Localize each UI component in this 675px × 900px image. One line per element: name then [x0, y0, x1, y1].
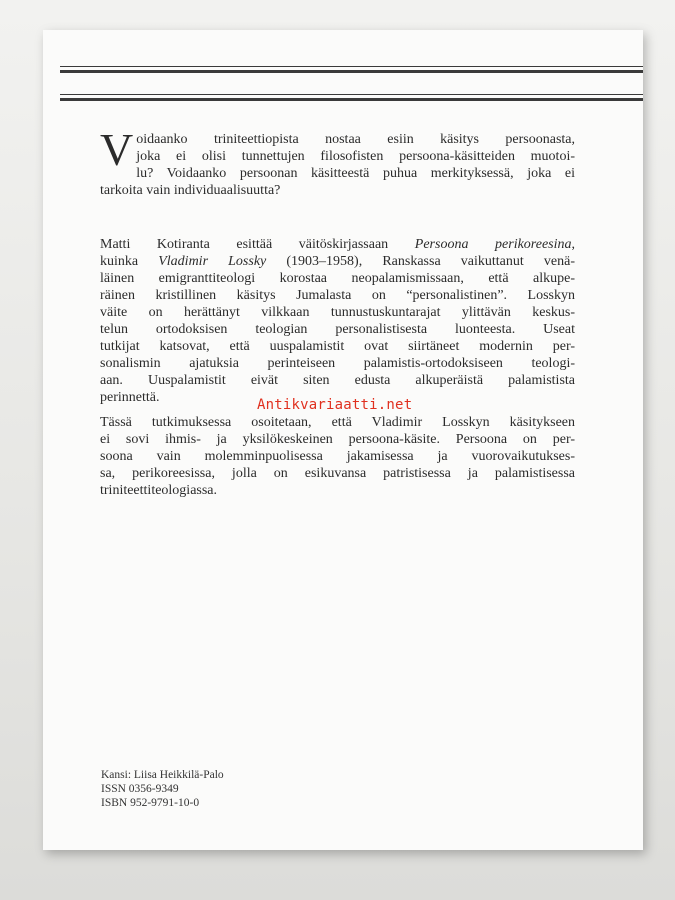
publication-credits: [101, 768, 224, 810]
top-rule-thick-1: [60, 70, 643, 73]
top-rule-thick-2: [60, 98, 643, 101]
drop-cap: V: [100, 124, 134, 175]
text-line: telun ortodoksisen teologian personalistisesta luonteesta. Useat: [100, 322, 575, 337]
text-line: lu? Voidaanko persoonan käsitteestä puhua merkityksessä, joka ei: [136, 166, 575, 181]
cover-credit: Kansi: Liisa Heikkilä-Palo: [101, 769, 224, 781]
text-line: oidaanko triniteettiopista nostaa esiin käsitys persoonasta,: [136, 132, 575, 147]
text-line: Tässä tutkimuksessa osoitetaan, että Vladimir Losskyn käsitykseen: [100, 415, 575, 430]
text-line: triniteettiteologiassa.: [100, 483, 218, 498]
text-line: aan. Uuspalamistit eivät siten edusta alkuperäistä palamistista: [100, 373, 575, 388]
summary-paragraph: [100, 236, 575, 406]
watermark-text: Antikvariaatti.net: [257, 397, 413, 413]
intro-paragraph: [100, 124, 575, 199]
text-line: tutkijat katsovat, että uuspalamistit ovat siirtäneet modernin per-: [100, 339, 575, 354]
text-line: sa, perikoreesissa, jolla on esikuvansa patristisessa ja palamistisessa: [100, 466, 575, 481]
text-line: läinen emigranttiteologi korostaa neopalamismissaan, että alkupe-: [100, 271, 575, 286]
issn-number: ISSN 0356-9349: [101, 783, 179, 795]
isbn-number: ISBN 952-9791-10-0: [101, 797, 200, 809]
text-line: Matti Kotiranta esittää väitöskirjassaan Persoona perikoreesina,: [100, 237, 576, 252]
person-name: Vladimir Lossky: [158, 254, 267, 269]
text-line: ei sovi ihmis- ja yksilökeskeinen persoona-käsite. Persoona on per-: [100, 432, 575, 447]
text-line: kuinka Vladimir Lossky (1903–1958), Ranskassa vaikuttanut venä-: [100, 254, 576, 269]
text-line: räinen kristillinen käsitys Jumalasta on “personalistinen”. Losskyn: [100, 288, 575, 303]
text-line: joka ei olisi tunnettujen filosofisten persoona-käsitteiden muotoi-: [136, 149, 575, 164]
text-line: tarkoita vain individuaalisuutta?: [100, 183, 281, 198]
conclusion-paragraph: [100, 414, 575, 499]
text-line: sonalismin ajatuksia perinteiseen palamistis-ortodoksiseen teologi-: [100, 356, 575, 371]
text-line: perinnettä.: [100, 390, 160, 405]
top-rule-thin-1: [60, 66, 643, 67]
book-title: Persoona perikoreesina: [414, 237, 572, 252]
text-line: väite on herättänyt vilkkaan tunnustuskuntarajat ylittävän keskus-: [100, 305, 575, 320]
text-line: soona vain molemminpuolisessa jakamisessa ja vuorovaikutukses-: [100, 449, 575, 464]
top-rule-thin-2: [60, 94, 643, 95]
